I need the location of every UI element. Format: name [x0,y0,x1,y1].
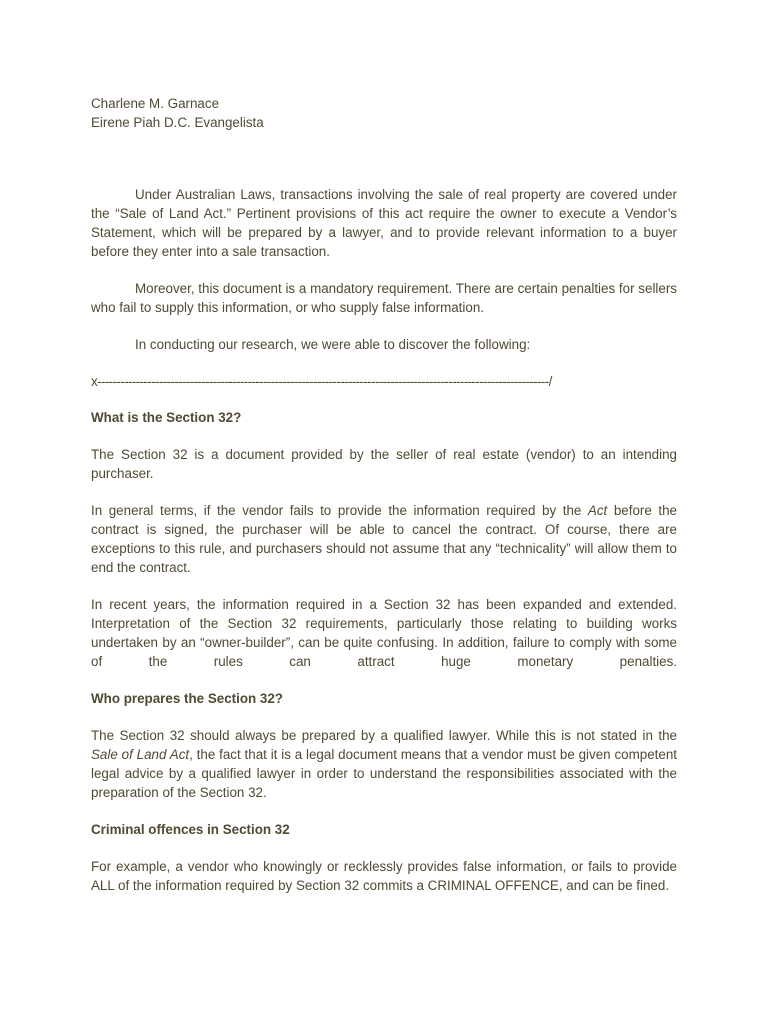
text-run: In general terms, if the vendor fails to provide the information required by the [91,503,588,518]
author-name: Eirene Piah D.C. Evangelista [91,115,264,130]
author-block [91,94,677,132]
italic-text: Act [587,503,608,518]
section-heading: What is the Section 32? [91,410,242,425]
intro-paragraph: In conducting our research, we were able to discover the following: [135,337,531,352]
body-paragraph [91,501,677,577]
body-paragraph: In recent years, the information required in a Section 32 has been expanded and extended. Interpretation of the Section 32 requirements, particularly those relating to building works undertaken by an “owner-builder”, can be quite confusing. In addition, failure to comply with some of the rules can attract huge monetary penalties. [91,597,677,669]
author-name: Charlene M. Garnace [91,96,220,111]
section-heading: Who prepares the Section 32? [91,691,283,706]
text-run: before the contract is signed, the purchaser will be able to cancel the contract. Of course, there are exceptions to this rule, and purchasers should not assume that any “technicality” will allow them to end the contract. [91,503,678,575]
section-heading: Criminal offences in Section 32 [91,822,290,837]
document-page [91,94,677,913]
body-paragraph: For example, a vendor who knowingly or recklessly provides false information, or fails to provide ALL of the information required by Section 32 commits a CRIMINAL OFFENCE, and can be fined. [91,859,677,893]
intro-paragraph: Moreover, this document is a mandatory requirement. There are certain penalties for sellers who fail to supply this information, or who supply false information. [91,281,677,315]
body-paragraph [91,726,677,802]
italic-text: Sale of Land Act [91,747,190,762]
body-paragraph: The Section 32 is a document provided by the seller of real estate (vendor) to an intending purchaser. [91,447,677,481]
text-run: The Section 32 should always be prepared by a qualified lawyer. While this is not stated in the [91,728,677,743]
separator-line: x---------------------------------------------------------------------------------------------------------------------/ [91,374,552,389]
intro-paragraph: Under Australian Laws, transactions involving the sale of real property are covered under the “Sale of Land Act.” Pertinent provisions of this act require the owner to execute a Vendor’s Statement, which will be prepared by a lawyer, and to provide relevant information to a buyer before they enter into a sale transaction. [91,187,677,259]
text-run: , the fact that it is a legal document means that a vendor must be given competent legal advice by a qualified lawyer in order to understand the responsibilities associated with the preparation of the Section 32. [91,747,677,800]
